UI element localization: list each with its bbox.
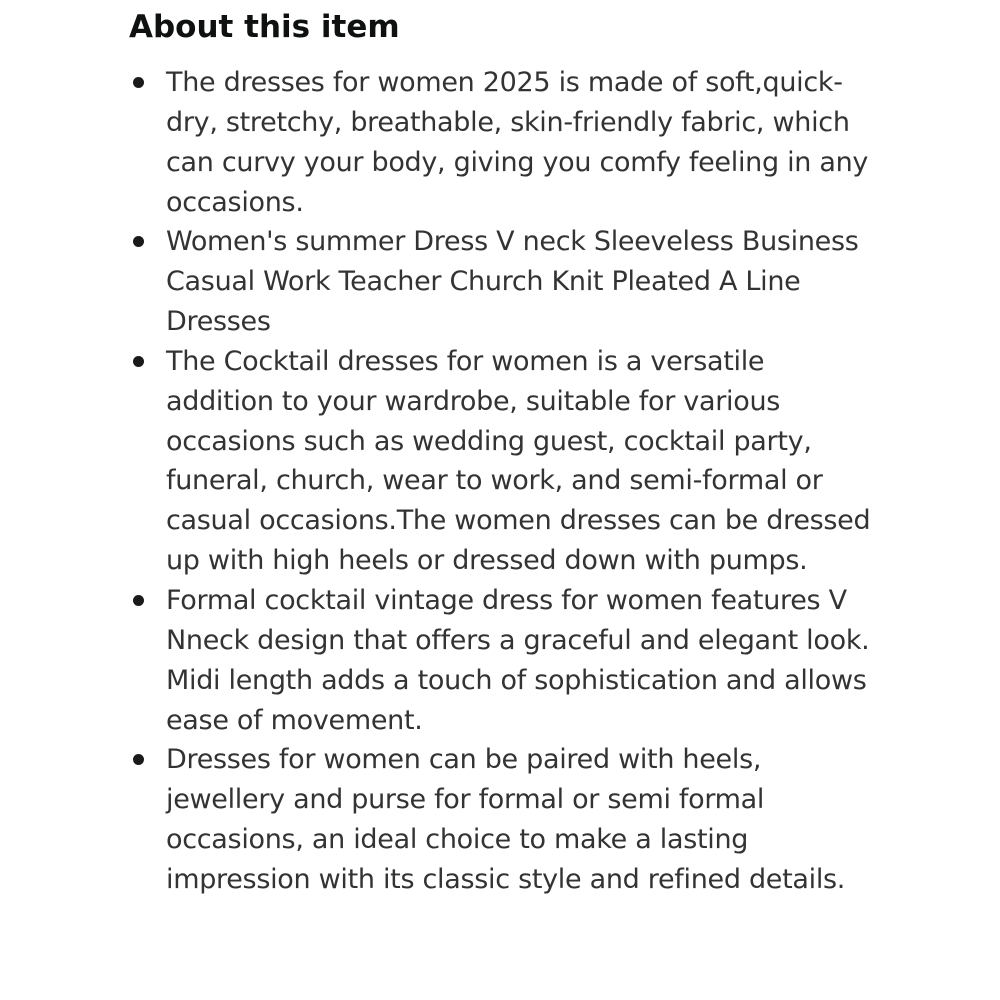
bullet-dot-icon [133,754,144,765]
feature-bullet-text: Formal cocktail vintage dress for women features V Nneck design that offers a graceful and elegant look. Midi length adds a touch of sophistication and allows ease of movement. [166,584,870,736]
feature-bullet-item [129,740,879,899]
bullet-dot-icon [133,236,144,247]
bullet-dot-icon [133,595,144,606]
about-this-item-section [129,6,879,900]
feature-bullet-text: Dresses for women can be paired with heels, jewellery and purse for formal or semi formal occasions, an ideal choice to make a lasting impression with its classic style and refined details. [166,744,846,895]
feature-bullet-item [129,581,879,740]
bullet-dot-icon [133,356,144,367]
section-title: About this item [129,9,400,45]
feature-bullet-item [129,222,879,342]
feature-bullet-item [129,342,879,581]
feature-bullet-item [129,63,879,222]
bullet-dot-icon [133,77,144,88]
feature-bullet-text: The dresses for women 2025 is made of soft,quick-dry, stretchy, breathable, skin-friendly fabric, which can curvy your body, giving you comfy feeling in any occasions. [166,67,869,218]
feature-bullet-text: The Cocktail dresses for women is a versatile addition to your wardrobe, suitable for various occasions such as wedding guest, cocktail party, funeral, church, wear to work, and semi-formal or casual occasions.The women dresses can be dressed up with high heels or dressed down with pumps. [166,345,871,577]
feature-bullet-list [129,63,879,900]
feature-bullet-text: Women's summer Dress V neck Sleeveless Business Casual Work Teacher Church Knit Pleated A Line Dresses [166,226,859,338]
